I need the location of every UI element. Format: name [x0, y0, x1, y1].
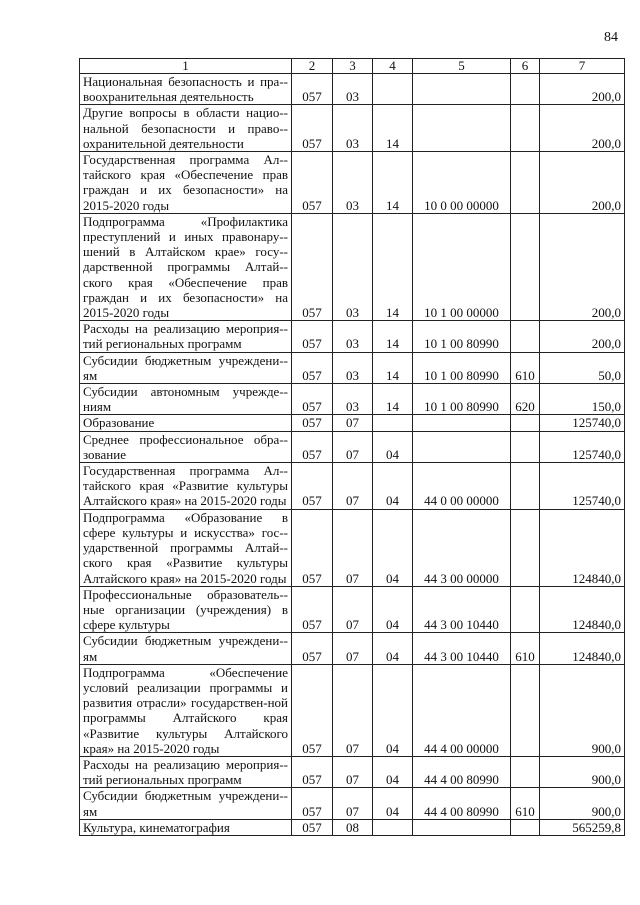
column-header: 6 — [511, 59, 540, 74]
target-article-cell — [413, 431, 511, 462]
section-code-cell: 07 — [333, 586, 373, 633]
page-number: 84 — [604, 30, 618, 45]
amount-cell: 565259,8 — [540, 819, 625, 835]
row-name-cell: Субсидии бюджетным учреждени-ям — [80, 788, 292, 819]
table-row — [80, 788, 625, 819]
target-article-cell: 44 3 00 10440 — [413, 633, 511, 664]
column-header: 7 — [540, 59, 625, 74]
subsection-code-cell — [373, 819, 413, 835]
subsection-code-cell: 04 — [373, 586, 413, 633]
amount-cell: 124840,0 — [540, 586, 625, 633]
column-header: 1 — [80, 59, 292, 74]
table-row — [80, 384, 625, 415]
target-article-cell: 10 1 00 80990 — [413, 384, 511, 415]
target-article-cell: 44 4 00 80990 — [413, 756, 511, 787]
table-header-row — [80, 59, 625, 74]
section-code-cell: 03 — [333, 384, 373, 415]
table-row — [80, 213, 625, 320]
column-header: 4 — [373, 59, 413, 74]
ministry-code-cell: 057 — [292, 321, 333, 352]
amount-cell: 200,0 — [540, 74, 625, 105]
expense-type-cell — [511, 756, 540, 787]
table-row — [80, 152, 625, 214]
expense-type-cell — [511, 431, 540, 462]
table-row — [80, 321, 625, 352]
table-row — [80, 509, 625, 586]
column-header: 5 — [413, 59, 511, 74]
target-article-cell: 10 1 00 80990 — [413, 352, 511, 383]
subsection-code-cell: 04 — [373, 509, 413, 586]
amount-cell: 125740,0 — [540, 431, 625, 462]
subsection-code-cell — [373, 415, 413, 431]
subsection-code-cell — [373, 74, 413, 105]
subsection-code-cell: 14 — [373, 152, 413, 214]
expense-type-cell — [511, 321, 540, 352]
expense-type-cell — [511, 213, 540, 320]
target-article-cell: 10 0 00 00000 — [413, 152, 511, 214]
section-code-cell: 03 — [333, 74, 373, 105]
ministry-code-cell: 057 — [292, 756, 333, 787]
subsection-code-cell: 04 — [373, 431, 413, 462]
row-name-cell: Расходы на реализацию мероприя-тий региональных программ — [80, 321, 292, 352]
column-header: 2 — [292, 59, 333, 74]
subsection-code-cell: 14 — [373, 384, 413, 415]
amount-cell: 200,0 — [540, 152, 625, 214]
section-code-cell: 07 — [333, 415, 373, 431]
ministry-code-cell: 057 — [292, 586, 333, 633]
expense-type-cell: 610 — [511, 633, 540, 664]
subsection-code-cell: 14 — [373, 352, 413, 383]
row-name-cell: Культура, кинематография — [80, 819, 292, 835]
section-code-cell: 03 — [333, 152, 373, 214]
section-code-cell: 07 — [333, 788, 373, 819]
section-code-cell: 03 — [333, 321, 373, 352]
amount-cell: 900,0 — [540, 664, 625, 756]
expense-type-cell: 610 — [511, 788, 540, 819]
section-code-cell: 07 — [333, 633, 373, 664]
budget-table — [79, 58, 625, 836]
table-row — [80, 431, 625, 462]
ministry-code-cell: 057 — [292, 788, 333, 819]
subsection-code-cell: 04 — [373, 463, 413, 510]
subsection-code-cell: 14 — [373, 321, 413, 352]
expense-type-cell — [511, 586, 540, 633]
ministry-code-cell: 057 — [292, 384, 333, 415]
table-row — [80, 756, 625, 787]
expense-type-cell — [511, 509, 540, 586]
target-article-cell: 44 4 00 00000 — [413, 664, 511, 756]
section-code-cell: 03 — [333, 213, 373, 320]
expense-type-cell — [511, 105, 540, 152]
amount-cell: 124840,0 — [540, 633, 625, 664]
amount-cell: 200,0 — [540, 213, 625, 320]
section-code-cell: 07 — [333, 756, 373, 787]
expense-type-cell — [511, 152, 540, 214]
row-name-cell: Подпрограмма «Обеспечение условий реализации программы и развития отрасли» государствен-ной программы Алтайского края «Развитие культуры Алтайского края» на 2015-2020 годы — [80, 664, 292, 756]
row-name-cell: Субсидии бюджетным учреждени-ям — [80, 352, 292, 383]
row-name-cell: Государственная программа Ал-тайского края «Развитие культуры Алтайского края» на 2015-2020 годы — [80, 463, 292, 510]
subsection-code-cell: 04 — [373, 788, 413, 819]
target-article-cell — [413, 415, 511, 431]
table-row — [80, 463, 625, 510]
ministry-code-cell: 057 — [292, 152, 333, 214]
ministry-code-cell: 057 — [292, 431, 333, 462]
section-code-cell: 07 — [333, 431, 373, 462]
section-code-cell: 03 — [333, 352, 373, 383]
target-article-cell: 44 4 00 80990 — [413, 788, 511, 819]
row-name-cell: Национальная безопасность и пра-воохранительная деятельность — [80, 74, 292, 105]
row-name-cell: Другие вопросы в области нацио-нальной безопасности и право-охранительной деятельности — [80, 105, 292, 152]
section-code-cell: 07 — [333, 463, 373, 510]
ministry-code-cell: 057 — [292, 213, 333, 320]
target-article-cell: 10 1 00 80990 — [413, 321, 511, 352]
column-header: 3 — [333, 59, 373, 74]
ministry-code-cell: 057 — [292, 633, 333, 664]
target-article-cell: 10 1 00 00000 — [413, 213, 511, 320]
table-row — [80, 74, 625, 105]
expense-type-cell — [511, 819, 540, 835]
ministry-code-cell: 057 — [292, 463, 333, 510]
table-row — [80, 352, 625, 383]
table-row — [80, 819, 625, 835]
expense-type-cell — [511, 463, 540, 510]
row-name-cell: Расходы на реализацию мероприя-тий региональных программ — [80, 756, 292, 787]
expense-type-cell — [511, 415, 540, 431]
row-name-cell: Профессиональные образователь-ные организации (учреждения) в сфере культуры — [80, 586, 292, 633]
amount-cell: 50,0 — [540, 352, 625, 383]
subsection-code-cell: 04 — [373, 756, 413, 787]
row-name-cell: Среднее профессиональное обра-зование — [80, 431, 292, 462]
section-code-cell: 08 — [333, 819, 373, 835]
row-name-cell: Образование — [80, 415, 292, 431]
table-row — [80, 664, 625, 756]
ministry-code-cell: 057 — [292, 105, 333, 152]
amount-cell: 124840,0 — [540, 509, 625, 586]
target-article-cell: 44 3 00 00000 — [413, 509, 511, 586]
amount-cell: 150,0 — [540, 384, 625, 415]
table-row — [80, 415, 625, 431]
row-name-cell: Субсидии автономным учрежде-ниям — [80, 384, 292, 415]
target-article-cell: 44 3 00 10440 — [413, 586, 511, 633]
section-code-cell: 03 — [333, 105, 373, 152]
ministry-code-cell: 057 — [292, 74, 333, 105]
target-article-cell — [413, 819, 511, 835]
ministry-code-cell: 057 — [292, 819, 333, 835]
expense-type-cell: 610 — [511, 352, 540, 383]
amount-cell: 125740,0 — [540, 415, 625, 431]
expense-type-cell — [511, 74, 540, 105]
subsection-code-cell: 14 — [373, 105, 413, 152]
amount-cell: 900,0 — [540, 788, 625, 819]
table-row — [80, 633, 625, 664]
subsection-code-cell: 04 — [373, 664, 413, 756]
section-code-cell: 07 — [333, 664, 373, 756]
amount-cell: 900,0 — [540, 756, 625, 787]
expense-type-cell — [511, 664, 540, 756]
table-row — [80, 586, 625, 633]
subsection-code-cell: 04 — [373, 633, 413, 664]
section-code-cell: 07 — [333, 509, 373, 586]
ministry-code-cell: 057 — [292, 509, 333, 586]
table-body — [80, 74, 625, 836]
expense-type-cell: 620 — [511, 384, 540, 415]
target-article-cell: 44 0 00 00000 — [413, 463, 511, 510]
target-article-cell — [413, 74, 511, 105]
row-name-cell: Подпрограмма «Образование в сфере культуры и искусства» гос-ударственной программы Алтай-ского края «Развитие культуры Алтайского края» на 2015-2020 годы — [80, 509, 292, 586]
row-name-cell: Субсидии бюджетным учреждени-ям — [80, 633, 292, 664]
amount-cell: 125740,0 — [540, 463, 625, 510]
ministry-code-cell: 057 — [292, 352, 333, 383]
target-article-cell — [413, 105, 511, 152]
row-name-cell: Подпрограмма «Профилактика преступлений и иных правонару-шений в Алтайском крае» госу-дарственной программы Алтай-ского края «Обеспечение прав граждан и их безопасности» на 2015-2020 годы — [80, 213, 292, 320]
table-row — [80, 105, 625, 152]
ministry-code-cell: 057 — [292, 664, 333, 756]
ministry-code-cell: 057 — [292, 415, 333, 431]
amount-cell: 200,0 — [540, 321, 625, 352]
row-name-cell: Государственная программа Ал-тайского края «Обеспечение прав граждан и их безопасности» на 2015-2020 годы — [80, 152, 292, 214]
amount-cell: 200,0 — [540, 105, 625, 152]
subsection-code-cell: 14 — [373, 213, 413, 320]
